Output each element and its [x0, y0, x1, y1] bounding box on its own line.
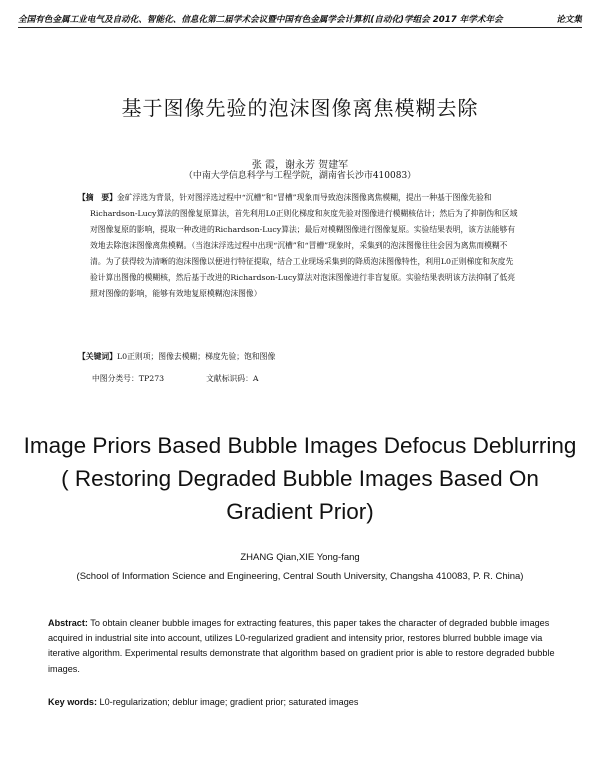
class-number-label: 中图分类号：: [92, 374, 139, 383]
class-number-value: TP273: [138, 374, 165, 383]
doc-code-label: 文献标识码：: [206, 374, 253, 383]
chinese-keywords: [78, 351, 538, 362]
classification-line: [92, 373, 492, 384]
english-keywords: [48, 697, 560, 707]
chinese-abstract-label: 【摘 要】: [78, 193, 117, 202]
english-title-line-1: Image Priors Based Bubble Images Defocus Deblurring: [23, 433, 577, 458]
english-authors: ZHANG Qian,XIE Yong-fang: [240, 552, 360, 563]
english-title-line-2: ( Restoring Degraded Bubble Images Based On: [61, 466, 539, 491]
header-rule: [18, 27, 582, 28]
chinese-affiliation: （中南大学信息科学与工程学院，湖南省长沙市410083）: [183, 171, 417, 181]
running-header-conference: 全国有色金属工业电气及自动化、智能化、信息化第二届学术会议暨中国有色金属学会计算机(自动化)学组会 2017 年学术年会: [18, 15, 503, 25]
chinese-abstract-text: 金矿浮选为背景，针对图浮选过程中“沉槽”和“冒槽”现象而导致泡沫图像离焦模糊，提出一种基于图像先验和Richardson-Lucy算法的图像复原算法，首先利用L0正则化梯度和灰度先验对图像进行模糊核估计；然后为了抑制伪和区域对图像复原的影响，提取一种改进的Richardson-Lucy算法；最后对模糊图像进行图像复原。实验结果表明，该方法能够有效地去除泡沫图像离焦模糊。（当泡沫浮选过程中出现“沉槽”和“冒槽”现象时，采集到的泡沫图像往往会因为离焦而模糊不清。为了获得较为清晰的泡沫图像以便进行特征提取，结合工业现场采集到的降质泡沫图像特性，利用L0正则梯度和灰度先验计算出图像的模糊核，然后基于改进的Richardson-Lucy算法对泡沫图像进行非盲复原。实验结果表明该方法抑制了低亮照对图像的影响，能够有效地复原模糊泡沫图像）: [90, 193, 518, 298]
english-affiliation: (School of Information Science and Engineering, Central South University, Changsha 410083, P. R. China): [76, 571, 524, 582]
english-abstract-label: Abstract:: [48, 618, 88, 628]
english-abstract-text: To obtain cleaner bubble images for extracting features, this paper takes the character of degraded bubble images acquired in industrial site into account, utilizes L0-regularized gradient and intensity prior, restores blurred bubble image via iterative algorithm. Experimental results demonstrate that algorithm based on gradient prior is able to restore degraded bubble images.: [48, 618, 555, 674]
english-title: [0, 429, 600, 528]
chinese-authors: 张 霞，谢永芳 贺建军: [251, 160, 349, 171]
chinese-abstract: [78, 190, 520, 302]
chinese-title: 基于图像先验的泡沫图像离焦模糊去除: [121, 96, 479, 120]
chinese-keywords-label: 【关键词】: [78, 352, 117, 361]
english-keywords-text: L0-regularization; deblur image; gradient prior; saturated images: [97, 697, 359, 707]
english-keywords-label: Key words:: [48, 697, 98, 707]
english-title-line-3: Gradient Prior): [226, 499, 374, 524]
english-abstract: [48, 616, 560, 677]
chinese-keywords-text: L0正则项；图像去模糊；梯度先验；饱和图像: [116, 352, 276, 361]
running-header-proceedings: 论文集: [556, 15, 582, 25]
doc-code-value: A: [252, 374, 259, 383]
